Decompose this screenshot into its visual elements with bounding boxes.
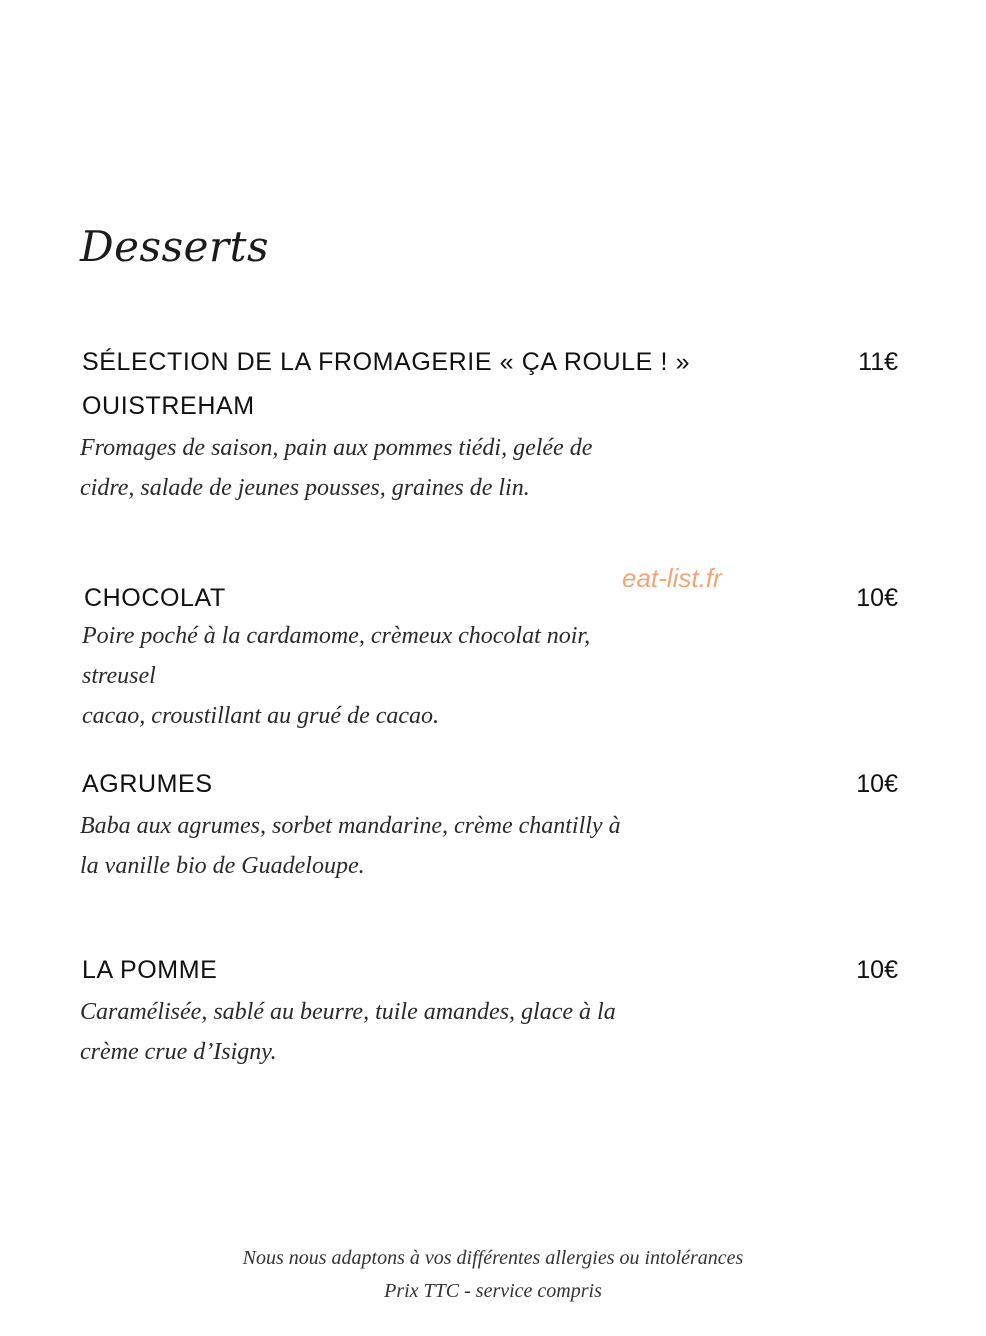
item-name: SÉLECTION DE LA FROMAGERIE « ÇA ROULE ! » OUISTREHAM [82,348,691,420]
price-note: Prix TTC - service compris [384,1280,602,1302]
item-price: 10€ [856,956,898,984]
item-name: AGRUMES [82,770,213,798]
menu-item-chocolat [82,576,912,736]
menu-item-agrumes [82,762,912,886]
footer-note [0,1242,986,1308]
allergy-note: Nous nous adaptons à vos différentes allergies ou intolérances [242,1247,744,1269]
item-price: 11€ [858,348,898,376]
item-description: Poire poché à la cardamome, crèmeux chocolat noir, streusel cacao, croustillant au grué de cacao. [82,623,591,729]
page-title: Desserts [80,222,270,271]
item-description: Fromages de saison, pain aux pommes tiédi, gelée de cidre, salade de jeunes pousses, graines de lin. [80,435,593,501]
item-price: 10€ [856,584,898,612]
watermark-text: eat-list.fr [622,563,722,593]
item-description: Caramélisée, sablé au beurre, tuile amandes, glace à la crème crue d’Isigny. [80,999,616,1065]
item-name: LA POMME [82,956,218,984]
item-description: Baba aux agrumes, sorbet mandarine, crème chantilly à la vanille bio de Guadeloupe. [80,813,621,879]
menu-item-la-pomme [82,948,912,1072]
menu-item-fromagerie [82,340,912,508]
item-price: 10€ [856,770,898,798]
item-name: CHOCOLAT [84,584,226,612]
